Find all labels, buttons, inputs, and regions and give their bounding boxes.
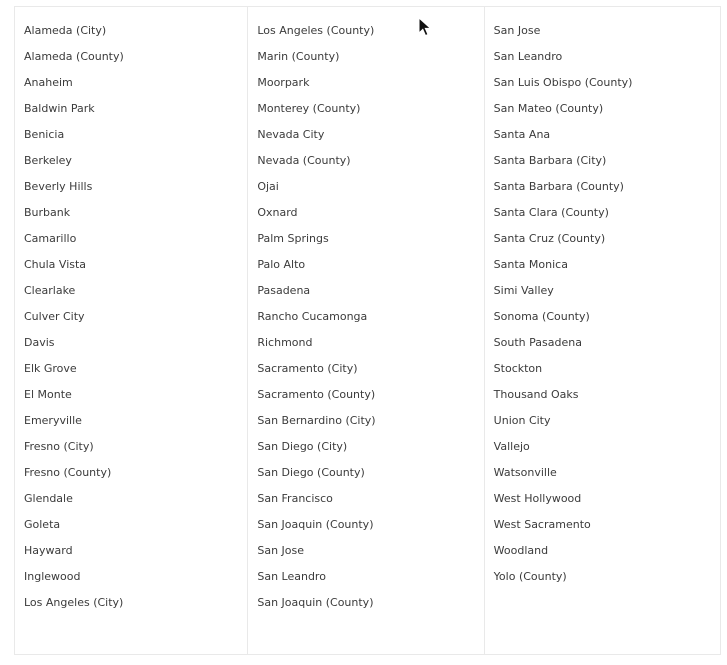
list-item[interactable] [257,594,483,620]
list-item[interactable] [24,360,247,386]
list-column-3 [484,7,720,654]
list-item[interactable] [24,256,247,282]
list-item[interactable] [494,308,720,334]
list-item[interactable] [257,438,483,464]
list-item-label: Sacramento (County) [257,388,376,401]
list-item[interactable] [257,126,483,152]
list-item-label: San Leandro [257,570,326,583]
list-item-label: Chula Vista [24,258,87,271]
list-item[interactable] [494,360,720,386]
list-item-label: West Sacramento [493,518,591,531]
list-item-label: Los Angeles (City) [24,596,124,609]
list-item-label: Santa Cruz (County) [493,232,606,245]
list-item-label: Sacramento (City) [257,362,358,375]
list-item-label: San Diego (City) [257,440,348,453]
list-column-2 [247,7,483,654]
list-item-label: Nevada (County) [257,154,351,167]
list-item-label: Sonoma (County) [493,310,590,323]
list-item[interactable] [24,542,247,568]
list-item-label: Santa Ana [493,128,551,141]
list-column-1 [15,7,247,654]
list-item-label: Nevada City [257,128,325,141]
list-item-label: West Hollywood [493,492,582,505]
list-item-label: Vallejo [493,440,530,453]
list-item[interactable] [24,464,247,490]
list-item-label: Richmond [257,336,313,349]
list-item[interactable] [24,490,247,516]
list-item-label: Monterey (County) [257,102,361,115]
list-item[interactable] [257,256,483,282]
list-item[interactable] [257,22,483,48]
list-item[interactable] [24,568,247,594]
list-item-label: San Jose [493,24,541,37]
list-item-label: Alameda (City) [24,24,107,37]
list-item[interactable] [257,178,483,204]
list-item[interactable] [494,438,720,464]
list-item-label: Benicia [24,128,65,141]
list-item-label: San Jose [257,544,305,557]
list-item[interactable] [494,230,720,256]
list-item-label: San Joaquin (County) [257,518,374,531]
list-item-label: Burbank [24,206,71,219]
list-item-label: Watsonville [493,466,557,479]
list-item[interactable] [257,490,483,516]
jurisdiction-list-1 [24,22,247,620]
list-item-label: Oxnard [257,206,298,219]
list-item[interactable] [24,100,247,126]
list-item-label: Santa Barbara (City) [493,154,607,167]
list-item[interactable] [24,48,247,74]
list-item[interactable] [257,308,483,334]
list-item[interactable] [494,464,720,490]
list-item[interactable] [24,204,247,230]
list-item[interactable] [494,282,720,308]
list-item-label: Baldwin Park [24,102,95,115]
list-item-label: Stockton [493,362,543,375]
list-item-label: Goleta [24,518,61,531]
list-item-label: Hayward [24,544,73,557]
list-item-label: Camarillo [24,232,77,245]
list-item[interactable] [494,386,720,412]
list-item[interactable] [494,412,720,438]
list-item-label: South Pasadena [493,336,582,349]
list-item[interactable] [494,334,720,360]
list-item[interactable] [494,22,720,48]
list-item-label: Fresno (County) [24,466,112,479]
list-item[interactable] [494,568,720,594]
list-item-label: San Francisco [257,492,333,505]
list-item[interactable] [24,438,247,464]
list-item-label: Culver City [24,310,85,323]
list-item[interactable] [494,490,720,516]
list-item[interactable] [24,412,247,438]
list-item[interactable] [24,594,247,620]
list-item[interactable] [24,22,247,48]
list-item[interactable] [257,100,483,126]
list-item[interactable] [257,464,483,490]
list-item[interactable] [494,542,720,568]
list-item-label: Berkeley [24,154,72,167]
list-item-label: Marin (County) [257,50,340,63]
list-item[interactable] [494,516,720,542]
list-item-label: Clearlake [24,284,76,297]
list-item-label: San Joaquin (County) [257,596,374,609]
list-item[interactable] [24,74,247,100]
list-item[interactable] [494,178,720,204]
list-item[interactable] [257,568,483,594]
list-item-label: Glendale [24,492,73,505]
list-item[interactable] [257,204,483,230]
list-item[interactable] [24,230,247,256]
list-item-label: Palm Springs [257,232,329,245]
list-item[interactable] [257,74,483,100]
list-item-label: Santa Barbara (County) [493,180,624,193]
list-item[interactable] [24,308,247,334]
list-item[interactable] [257,516,483,542]
list-item-label: Davis [24,336,55,349]
list-item-label: El Monte [24,388,72,401]
jurisdiction-list-2 [257,22,483,620]
list-item[interactable] [24,516,247,542]
list-item[interactable] [257,542,483,568]
list-item[interactable] [257,282,483,308]
list-item-label: Inglewood [24,570,81,583]
list-item[interactable] [494,48,720,74]
list-item[interactable] [24,126,247,152]
list-item[interactable] [257,360,483,386]
list-item-label: Woodland [493,544,549,557]
list-item-label: Los Angeles (County) [257,24,375,37]
list-item[interactable] [24,282,247,308]
list-item-label: San Luis Obispo (County) [493,76,633,89]
list-item-label: Fresno (City) [24,440,94,453]
list-item-label: Pasadena [257,284,311,297]
list-item-label: Thousand Oaks [493,388,579,401]
list-item-label: Santa Monica [493,258,568,271]
list-item[interactable] [257,412,483,438]
list-item-label: Yolo (County) [493,570,567,583]
list-item[interactable] [494,204,720,230]
list-item-label: Rancho Cucamonga [257,310,368,323]
list-item-label: Santa Clara (County) [493,206,609,219]
list-item-label: Emeryville [24,414,82,427]
list-item[interactable] [24,334,247,360]
list-item-label: San Bernardino (City) [257,414,376,427]
list-item-label: Elk Grove [24,362,77,375]
list-item[interactable] [257,152,483,178]
list-item-label: San Diego (County) [257,466,365,479]
list-item-label: Alameda (County) [24,50,124,63]
list-item[interactable] [494,126,720,152]
list-item-label: Moorpark [257,76,310,89]
list-item[interactable] [24,152,247,178]
list-item[interactable] [24,386,247,412]
list-item-label: Beverly Hills [24,180,93,193]
list-item-label: San Mateo (County) [493,102,604,115]
jurisdiction-list-panel [14,6,721,655]
list-item[interactable] [257,48,483,74]
list-item-label: Union City [493,414,551,427]
list-item[interactable] [257,334,483,360]
list-item-label: San Leandro [493,50,563,63]
list-item[interactable] [494,256,720,282]
list-item[interactable] [494,74,720,100]
list-item[interactable] [257,386,483,412]
list-item[interactable] [494,152,720,178]
jurisdiction-list-3 [494,22,720,594]
list-item-label: Anaheim [24,76,73,89]
list-item-label: Ojai [257,180,279,193]
list-item-label: Palo Alto [257,258,306,271]
list-item[interactable] [494,100,720,126]
list-item[interactable] [24,178,247,204]
list-item[interactable] [257,230,483,256]
list-item-label: Simi Valley [493,284,554,297]
